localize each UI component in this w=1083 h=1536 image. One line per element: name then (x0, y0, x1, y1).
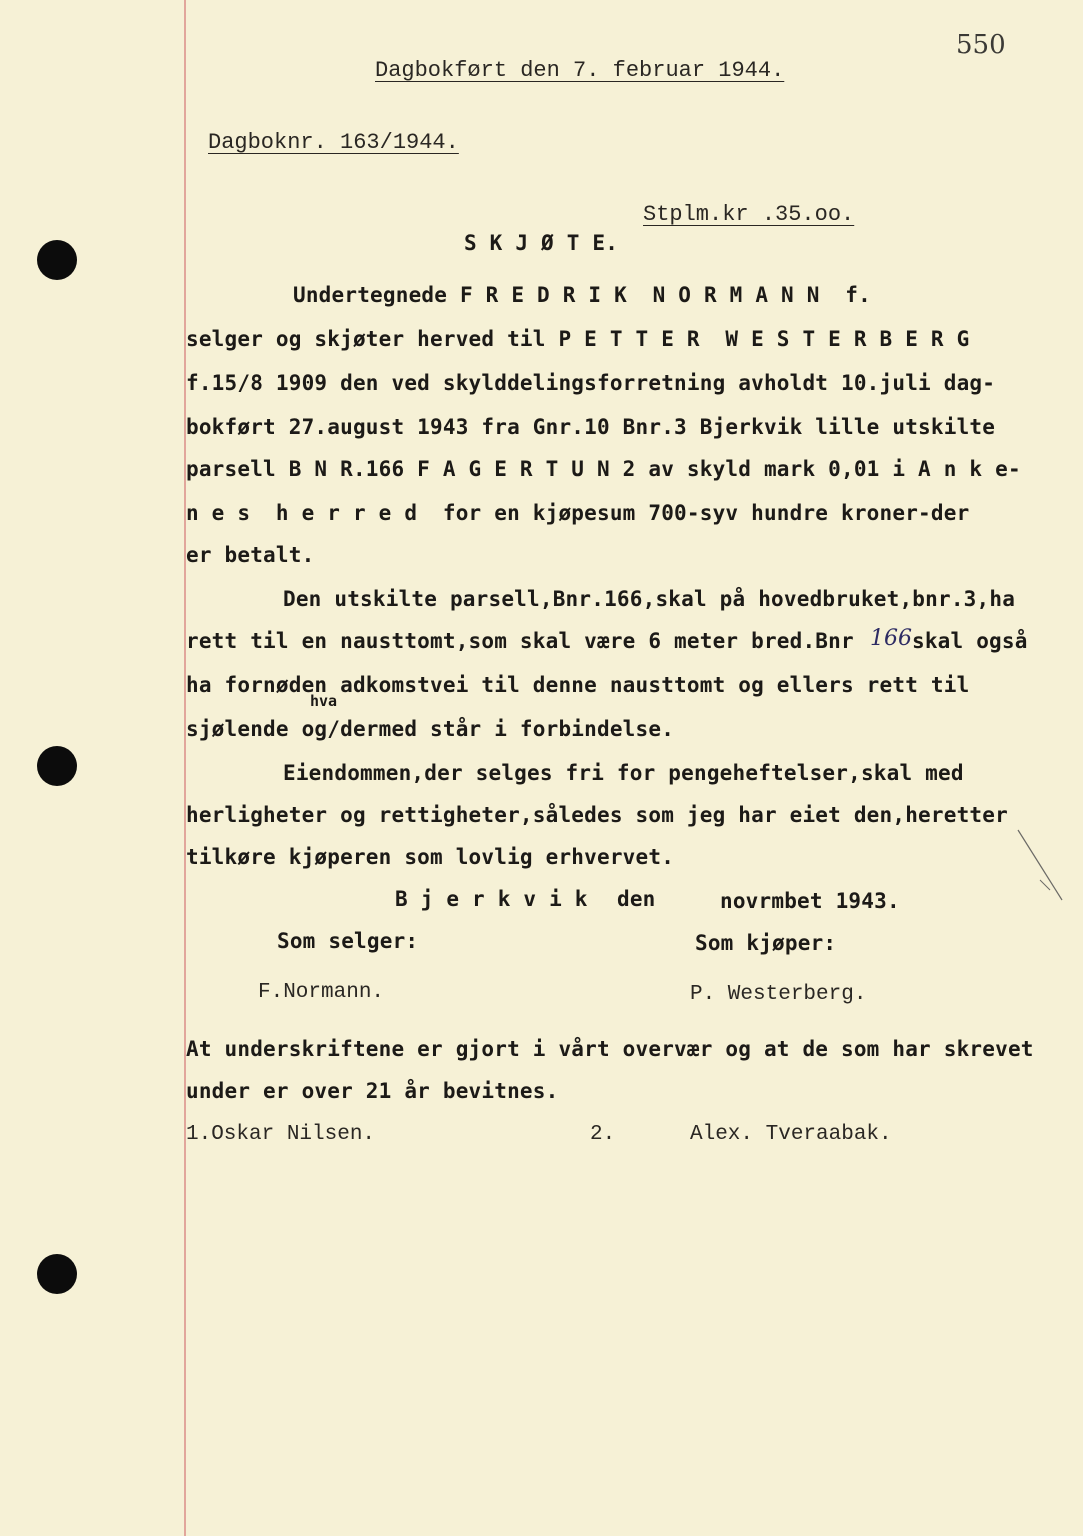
body-line-9: rett til en nausttomt,som skal være 6 meter bred.Bnr (186, 629, 854, 653)
body-line-14: tilkøre kjøperen som lovlig erhvervet. (186, 845, 675, 869)
stamp-fee: Stplm.kr .35.oo. (643, 202, 855, 227)
signing-date: novrmbet 1943. (720, 889, 900, 913)
body-line-12: Eiendommen,der selges fri for pengeheftelser,skal med (283, 761, 964, 785)
punch-hole-bottom (37, 1254, 77, 1294)
inserted-word: hva (310, 692, 338, 710)
witness-text-1: At underskriftene er gjort i vårt overvær og at de som har skrevet (186, 1037, 1034, 1061)
buyer-signature: P. Westerberg. (690, 983, 867, 1006)
witness-text-2: under er over 21 år bevitnes. (186, 1079, 559, 1103)
body-line-11: sjølende og/dermed står i forbindelse. (186, 717, 675, 741)
body-line-7: er betalt. (186, 543, 315, 567)
handwritten-bnr: 166 (870, 626, 912, 651)
body-line-10: ha fornøden adkomstvei til denne nausttomt og ellers rett til (186, 673, 970, 697)
body-line-13: herligheter og rettigheter,således som jeg har eiet den,heretter (186, 803, 1008, 827)
journal-number: Dagboknr. 163/1944. (208, 130, 459, 155)
buyer-label: Som kjøper: (695, 931, 837, 955)
punch-hole-middle (37, 746, 77, 786)
seller-signature: F.Normann. (258, 981, 385, 1004)
body-line-8: Den utskilte parsell,Bnr.166,skal på hovedbruket,bnr.3,ha (283, 587, 1016, 611)
body-line-9-end: skal også (912, 629, 1028, 653)
seller-label: Som selger: (277, 929, 419, 953)
place: B j e r k v i k (395, 887, 588, 911)
witness-2: Alex. Tveraabak. (690, 1123, 892, 1146)
witness-1: 1.Oskar Nilsen. (186, 1123, 376, 1146)
registration-line: Dagbokført den 7. februar 1944. (375, 58, 785, 83)
body-line-3: f.15/8 1909 den ved skylddelingsforretning avholdt 10.juli dag- (186, 371, 996, 395)
punch-hole-top (37, 240, 77, 280)
place-den: den (617, 887, 656, 911)
witness-2-number: 2. (590, 1123, 616, 1146)
page-number: 550 (956, 30, 1006, 60)
body-line-2: selger og skjøter herved til P E T T E R W E S T E R B E R G (186, 327, 970, 351)
body-line-6: n e s h e r r e d for en kjøpesum 700-syv hundre kroner-der (186, 501, 970, 525)
body-line-5: parsell B N R.166 F A G E R T U N 2 av skyld mark 0,01 i A n k e- (186, 457, 1021, 481)
margin-rule (184, 0, 186, 1536)
body-line-4: bokført 27.august 1943 fra Gnr.10 Bnr.3 Bjerkvik lille utskilte (186, 415, 996, 439)
body-line-1: Undertegnede F R E D R I K N O R M A N N f. (293, 283, 871, 307)
margin-scratch-mark (1010, 820, 1070, 910)
document-title: S K J Ø T E. (464, 231, 619, 255)
